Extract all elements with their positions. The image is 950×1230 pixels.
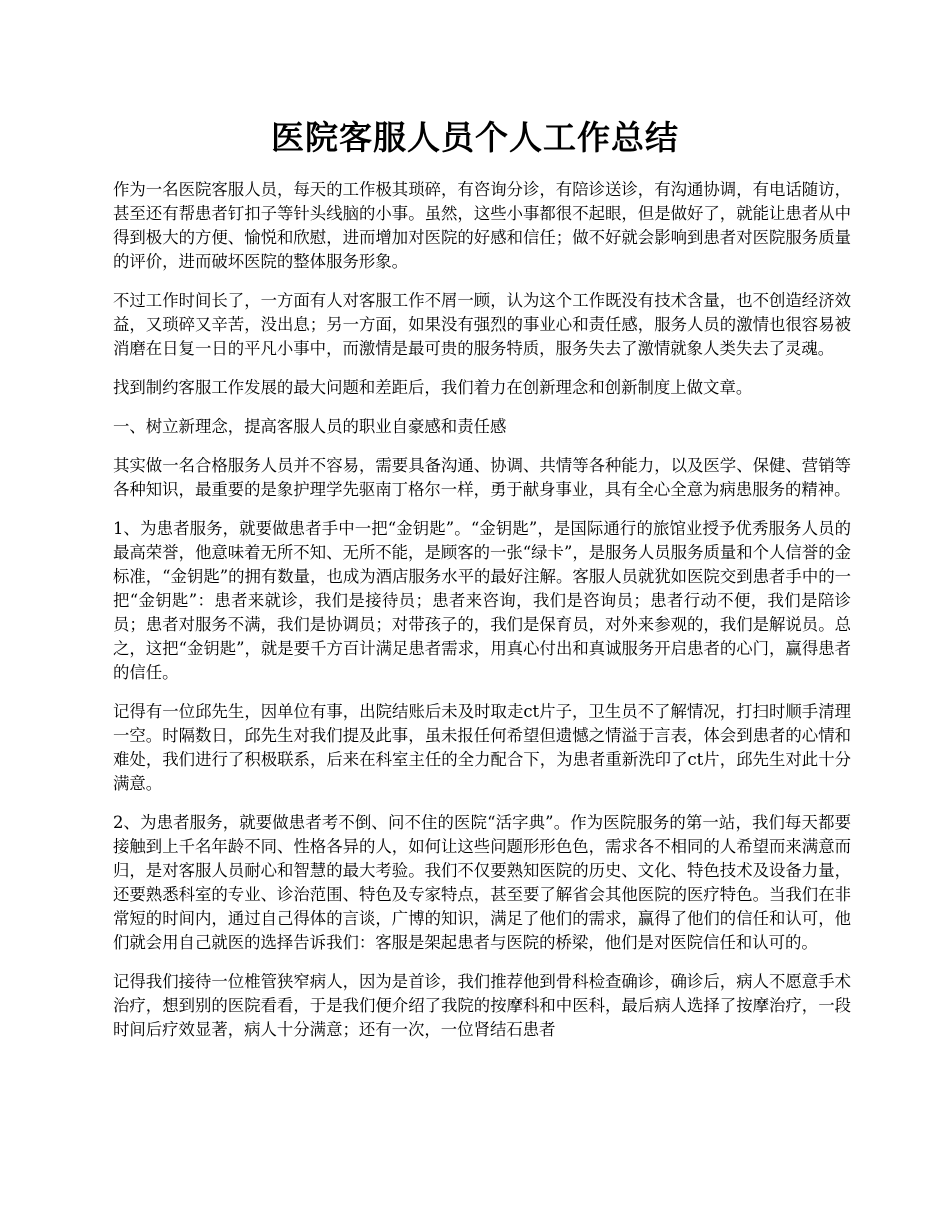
- paragraph-transition: 找到制约客服工作发展的最大问题和差距后，我们着力在创新理念和创新制度上做文章。: [113, 378, 753, 397]
- paragraph-living-dictionary: 2、为患者服务，就要做患者考不倒、问不住的医院“活字典”。作为医院服务的第一站，我们每天都要接触到上千名年龄不同、性格各异的人，如何让这些问题形形色色，需求各不相同的人希望而来满意而归，是对客服人员耐心和智慧的最大考验。我们不仅要熟知医院的历史、文化、特色技术及设备力量，还要熟悉科室的专业、诊治范围、特色及专家特点，甚至要了解省会其他医院的医疗特色。当我们在非常短的时间内，通过自己得体的言谈，广博的知识，满足了他们的需求，赢得了他们的信任和认可，他们就会用自己就医的选择告诉我们：客服是架起患者与医院的桥梁，他们是对医院信任和认可的。: [113, 813, 851, 952]
- paragraph-golden-key: 1、为患者服务，就要做患者手中一把“金钥匙”。“金钥匙”，是国际通行的旅馆业授予优秀服务人员的最高荣誉，他意味着无所不知、无所不能，是顾客的一张“绿卡”，是服务人员服务质量和个人信誉的金标准，“金钥匙”的拥有数量，也成为酒店服务水平的最好注解。客服人员就犹如医院交到患者手中的一把“金钥匙”：患者来就诊，我们是接待员；患者来咨询，我们是咨询员；患者行动不便，我们是陪诊员；患者对服务不满，我们是协调员；对带孩子的，我们是保育员，对外来参观的，我们是解说员。总之，这把“金钥匙”，就是要千方百计满足患者需求，用真心付出和真诚服务开启患者的心门，赢得患者的信任。: [113, 519, 851, 682]
- paragraph-mr-qiu-story: 记得有一位邱先生，因单位有事，出院结账后未及时取走ct片子，卫生员不了解情况，打扫时顺手清理一空。时隔数日，邱先生对我们提及此事，虽未报任何希望但遗憾之情溢于言表，体会到患者的心情和难处，我们进行了积极联系，后来在科室主任的全力配合下，为患者重新洗印了ct片，邱先生对此十分满意。: [113, 702, 851, 793]
- paragraph-intro: 作为一名医院客服人员，每天的工作极其琐碎，有咨询分诊，有陪诊送诊，有沟通协调，有电话随访，甚至还有帮患者钉扣子等针头线脑的小事。虽然，这些小事都很不起眼，但是做好了，就能让患者从中得到极大的方便、愉悦和欣慰，进而增加对医院的好感和信任；做不好就会影响到患者对医院服务质量的评价，进而破坏医院的整体服务形象。: [113, 180, 851, 271]
- section-heading-1: 一、树立新理念，提高客服人员的职业自豪感和责任感: [113, 417, 507, 436]
- paragraph-qualifications: 其实做一名合格服务人员并不容易，需要具备沟通、协调、共情等各种能力，以及医学、保健、营销等各种知识，最重要的是象护理学先驱南丁格尔一样，勇于献身事业，具有全心全意为病患服务的精神。: [113, 456, 851, 499]
- paragraph-problem: 不过工作时间长了，一方面有人对客服工作不屑一顾，认为这个工作既没有技术含量，也不创造经济效益，又琐碎又辛苦，没出息；另一方面，如果没有强烈的事业心和责任感，服务人员的激情也很容易被消磨在日复一日的平凡小事中，而激情是最可贵的服务特质，服务失去了激情就象人类失去了灵魂。: [113, 291, 851, 358]
- paragraph-patient-story: 记得我们接待一位椎管狭窄病人，因为是首诊，我们推荐他到骨科检查确诊，确诊后，病人不愿意手术治疗，想到别的医院看看，于是我们便介绍了我院的按摩科和中医科，最后病人选择了按摩治疗，一段时间后疗效显著，病人十分满意；还有一次，一位肾结石患者: [113, 972, 851, 1039]
- document-body: [113, 178, 851, 1057]
- page-title: 医院客服人员个人工作总结: [271, 118, 679, 157]
